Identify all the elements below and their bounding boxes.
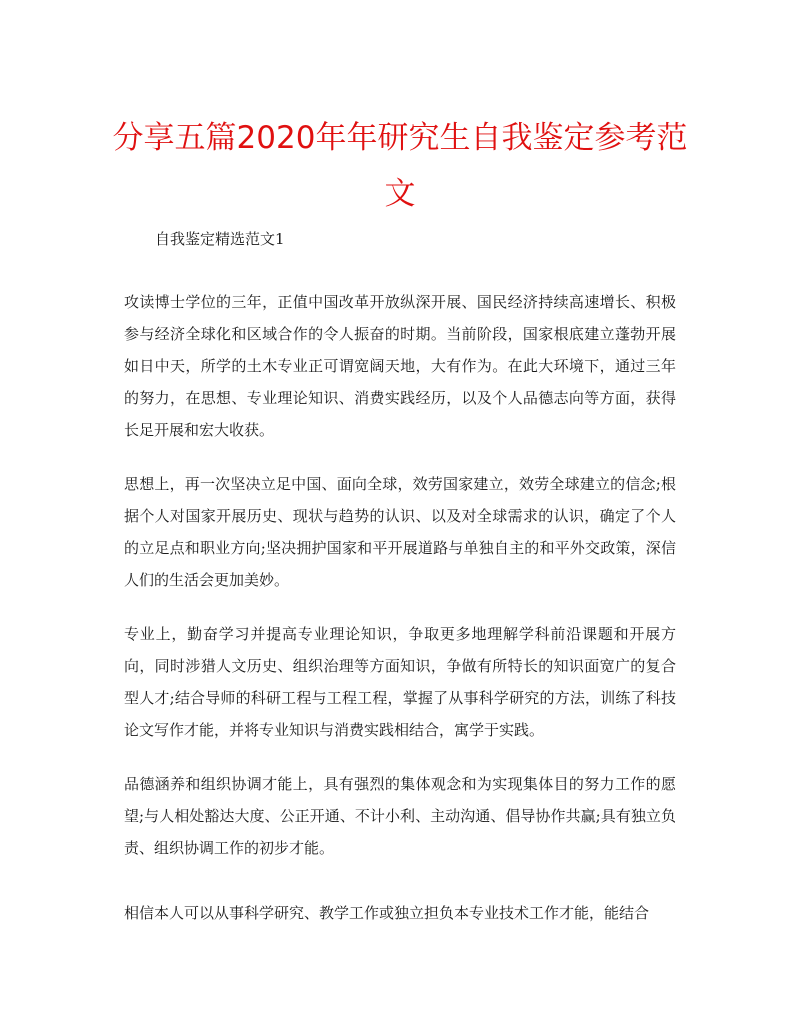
document-title: 分享五篇2020年年研究生自我鉴定参考范文 bbox=[112, 120, 688, 212]
paragraph: 品德涵养和组织协调才能上，具有强烈的集体观念和为实现集体目的努力工作的愿望;与人相处豁达大度、公正开通、不计小利、主动沟通、倡导协作共赢;具有独立负责、组织协调工作的初步才能。 bbox=[124, 775, 676, 857]
paragraph: 专业上，勤奋学习并提高专业理论知识，争取更多地理解学科前沿课题和开展方向，同时涉猎人文历史、组织治理等方面知识，争做有所特长的知识面宽广的复合型人才;结合导师的科研工程与工程工程，掌握了从事科学研究的方法，训练了科技论文写作才能，并将专业知识与消费实践相结合，寓学于实践。 bbox=[124, 625, 676, 739]
paragraph: 相信本人可以从事科学研究、教学工作或独立担负本专业技术工作才能，能结合 bbox=[124, 904, 650, 922]
paragraph: 攻读博士学位的三年，正值中国改革开放纵深开展、国民经济持续高速增长、积极参与经济全球化和区域合作的令人振奋的时期。当前阶段，国家根底建立蓬勃开展如日中天，所学的土木专业正可谓宽阔天地，大有作为。在此大环境下，通过三年的努力，在思想、专业理论知识、消费实践经历，以及个人品德志向等方面，获得长足开展和宏大收获。 bbox=[124, 293, 676, 439]
section-subtitle: 自我鉴定精选范文1 bbox=[155, 230, 285, 248]
paragraph: 思想上，再一次坚决立足中国、面向全球，效劳国家建立，效劳全球建立的信念;根据个人对国家开展历史、现状与趋势的认识、以及对全球需求的认识，确定了个人的立足点和职业方向;坚决拥护国家和平开展道路与单独自主的和平外交政策，深信人们的生活会更加美妙。 bbox=[124, 475, 676, 589]
